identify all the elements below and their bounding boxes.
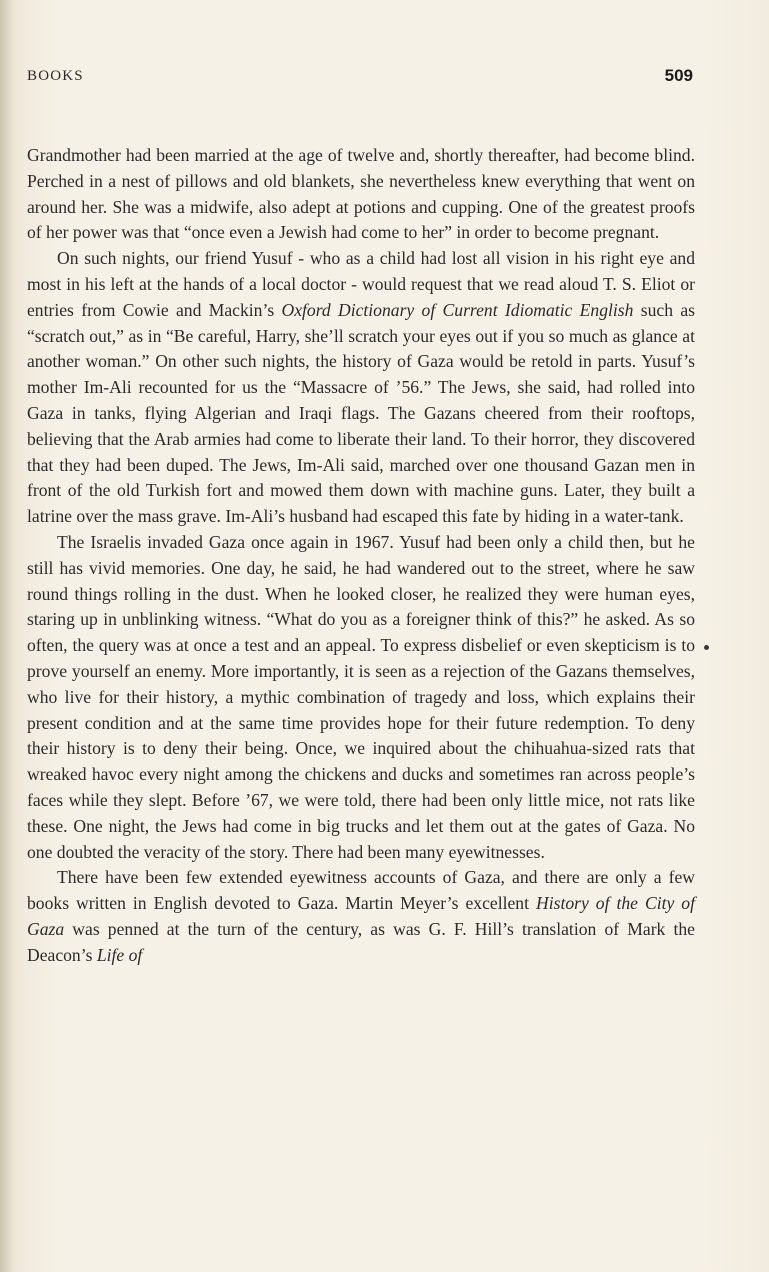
page-number: 509 — [664, 66, 693, 85]
running-head — [27, 68, 693, 92]
paragraph-1: Grandmother had been married at the age of twelve and, shortly thereafter, had become blind. Perched in a nest of pillows and old blankets, she nevertheless knew everything that went on around her. She was a midwife, also adept at potions and cupping. One of the greatest proofs of her power was that “once even a Jewish had come to her” in order to become pregnant. — [27, 145, 695, 243]
paragraph-3: The Israelis invaded Gaza once again in 1967. Yusuf had been only a child then, but he still has vivid memories. One day, he said, he had wandered out to the street, where he saw round things rolling in the dust. When he looked closer, he realized they were human eyes, staring up in unblinking witness. “What do you as a foreigner think of this?” he asked. As so often, the query was at once a test and an appeal. To express disbelief or even skepticism is to prove yourself an enemy. More importantly, it is seen as a rejection of the Gazans themselves, who live for their history, a mythic combination of tragedy and loss, which explains their present condition and at the same time provides hope for their future redemption. To deny their history is to deny their being. Once, we inquired about the chihuahua-sized rats that wreaked havoc every night among the chickens and ducks and sometimes ran across people’s faces while they slept. Before ’67, we were told, there had been only little mice, not rats like these. One night, the Jews had come in big trucks and let them out at the gates of Gaza. No one doubted the veracity of the story. There had been many eyewitnesses. — [27, 531, 695, 862]
paragraph-4-text-a: There have been few extended eyewitness accounts of Gaza, and there are only a few books written in English devoted to Gaza. Martin Meyer’s excellent — [27, 867, 695, 914]
paragraph-2 — [27, 246, 695, 530]
book-title-life-of: Life of — [96, 944, 143, 965]
paragraph-2-text-a: On such nights, our friend Yusuf - who as a child had lost all vision in his right eye and most in his left at the hands of a local doctor - would request that we read aloud T. S. Eliot or entries from Cowie and Mackin’s — [27, 248, 695, 320]
paragraph-2-text-b: such as “scratch out,” as in “Be careful, Harry, she’ll scratch your eyes out if you so much as glance at another woman.” On other such nights, the history of Gaza would be retold in parts. Yusuf’s mother Im-Ali recounted for us the “Massacre of ’56.” The Jews, she said, had rolled into Gaza in tanks, flying Algerian and Iraqi flags. The Gazans cheered from their rooftops, believing that the Arab armies had come to liberate their land. To their horror, they discovered that they had been duped. The Jews, Im-Ali said, marched over one thousand Gazan men in front of the old Turkish fort and mowed them down with machine guns. Later, they built a latrine over the mass grave. Im-Ali’s husband had escaped this fate by hiding in a water-tank. — [27, 299, 695, 527]
dictionary-title: Oxford Dictionary of Current Idiomatic English — [281, 299, 634, 320]
margin-dot — [704, 645, 709, 650]
running-title: BOOKS — [27, 68, 84, 84]
spine-shadow — [0, 0, 14, 1272]
paragraph-4-text-b: was penned at the turn of the century, as was G. F. Hill’s translation of Mark the Deacon’s — [27, 918, 695, 965]
body-text — [27, 143, 695, 969]
paragraph-4 — [27, 865, 695, 968]
book-title-gaza-history: History of the City of Gaza — [27, 893, 695, 939]
